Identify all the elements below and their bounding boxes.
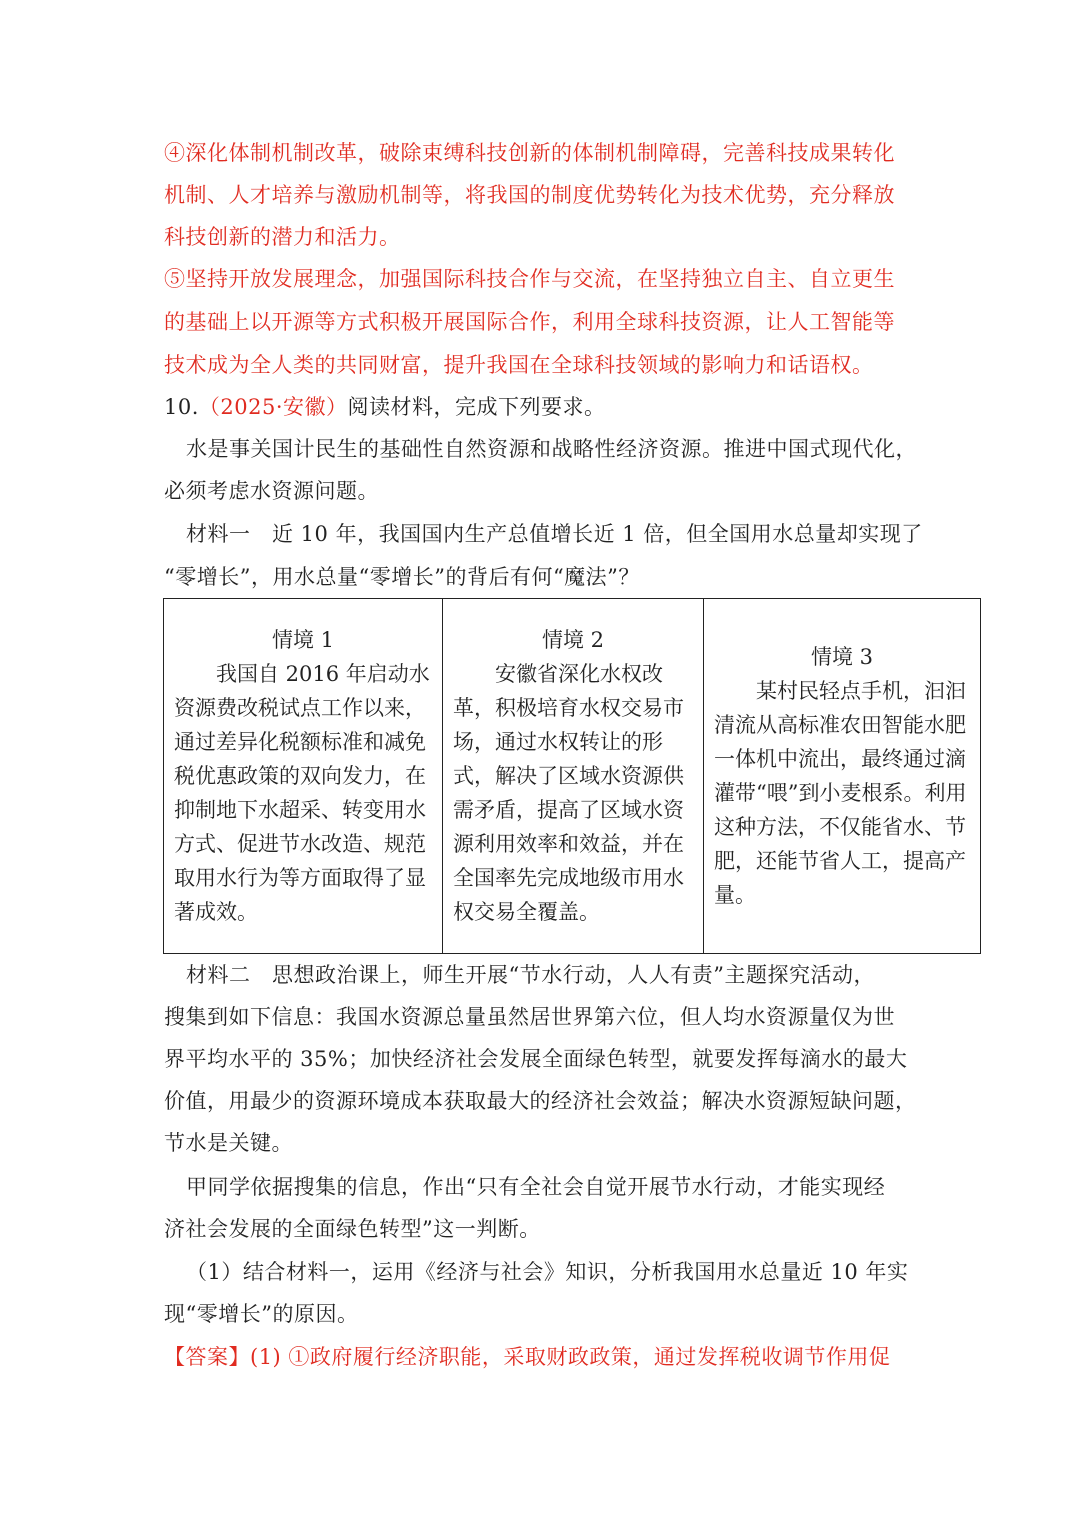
situation-cell-3 (704, 599, 981, 954)
material-2-line-3: 界平均水平的 35%；加快经济社会发展全面绿色转型，就要发挥每滴水的最大 (164, 1047, 908, 1071)
material-2-line-2: 搜集到如下信息：我国水资源总量虽然居世界第六位，但人均水资源量仅为世 (164, 1005, 895, 1029)
judgment-line-1: 甲同学依据搜集的信息，作出“只有全社会自觉开展节水行动，才能实现经 (186, 1175, 886, 1199)
question-prompt: 阅读材料，完成下列要求。 (347, 395, 606, 419)
intro-line-2: 必须考虑水资源问题。 (164, 479, 379, 503)
answer-line (164, 1336, 890, 1378)
answer-text: (1) ①政府履行经济职能，采取财政政策，通过发挥税收调节作用促 (250, 1345, 891, 1369)
answer-tag: 【答案】 (164, 1345, 250, 1369)
material-2-line-5: 节水是关键。 (164, 1131, 293, 1155)
subquestion-1-line-1: （1）结合材料一，运用《经济与社会》知识，分析我国用水总量近 10 年实 (186, 1260, 909, 1284)
answer-point-4-line-3: 科技创新的潜力和活力。 (164, 225, 401, 249)
material-2-line-1: 材料二 思想政治课上，师生开展“节水行动，人人有责”主题探究活动， (186, 963, 875, 987)
intro-line-1: 水是事关国计民生的基础性自然资源和战略性经济资源。推进中国式现代化， (186, 437, 917, 461)
situation-3-title: 情境 3 (810, 645, 874, 669)
answer-point-4-line-1: ④深化体制机制改革，破除束缚科技创新的体制机制障碍，完善科技成果转化 (164, 141, 895, 165)
material-1-line-2: “零增长”，用水总量“零增长”的背后有何“魔法”？ (164, 565, 640, 589)
situation-table (163, 598, 981, 954)
situation-1-body: 我国自 2016 年启动水资源费改税试点工作以来，通过差异化税额标准和减免税优惠政策的双向发力，在抑制地下水超采、转变用水方式、促进节水改造、规范取用水行为等方面取得了显著成效。 (174, 662, 430, 924)
situation-1-title: 情境 1 (271, 628, 335, 652)
situation-cell-2 (443, 599, 704, 954)
situation-2-title: 情境 2 (541, 628, 605, 652)
question-source: （2025·安徽） (198, 395, 348, 419)
situation-cell-1 (164, 599, 443, 954)
answer-point-5-line-3: 技术成为全人类的共同财富，提升我国在全球科技领域的影响力和话语权。 (164, 353, 874, 377)
answer-point-4-line-2: 机制、人才培养与激励机制等，将我国的制度优势转化为技术优势，充分释放 (164, 183, 895, 207)
situation-2-body: 安徽省深化水权改革，积极培育水权交易市场，通过水权转让的形式，解决了区域水资源供需矛盾，提高了区域水资源利用效率和效益，并在全国率先完成地级市用水权交易全覆盖。 (453, 662, 684, 924)
question-number: 10. (164, 395, 199, 419)
subquestion-1-line-2: 现“零增长”的原因。 (164, 1302, 359, 1326)
situation-3-body: 某村民轻点手机，汩汩清流从高标准农田智能水肥一体机中流出，最终通过滴灌带“喂”到小麦根系。利用这种方法，不仅能省水、节肥，还能节省人工，提高产量。 (714, 679, 967, 907)
question-heading (164, 386, 606, 428)
judgment-line-2: 济社会发展的全面绿色转型”这一判断。 (164, 1217, 541, 1241)
material-1-line-1: 材料一 近 10 年，我国国内生产总值增长近 1 倍，但全国用水总量却实现了 (186, 522, 923, 546)
answer-point-5-line-1: ⑤坚持开放发展理念，加强国际科技合作与交流，在坚持独立自主、自立更生 (164, 267, 895, 291)
answer-point-5-line-2: 的基础上以开源等方式积极开展国际合作，利用全球科技资源，让人工智能等 (164, 310, 895, 334)
material-2-line-4: 价值，用最少的资源环境成本获取最大的经济社会效益；解决水资源短缺问题， (164, 1089, 917, 1113)
